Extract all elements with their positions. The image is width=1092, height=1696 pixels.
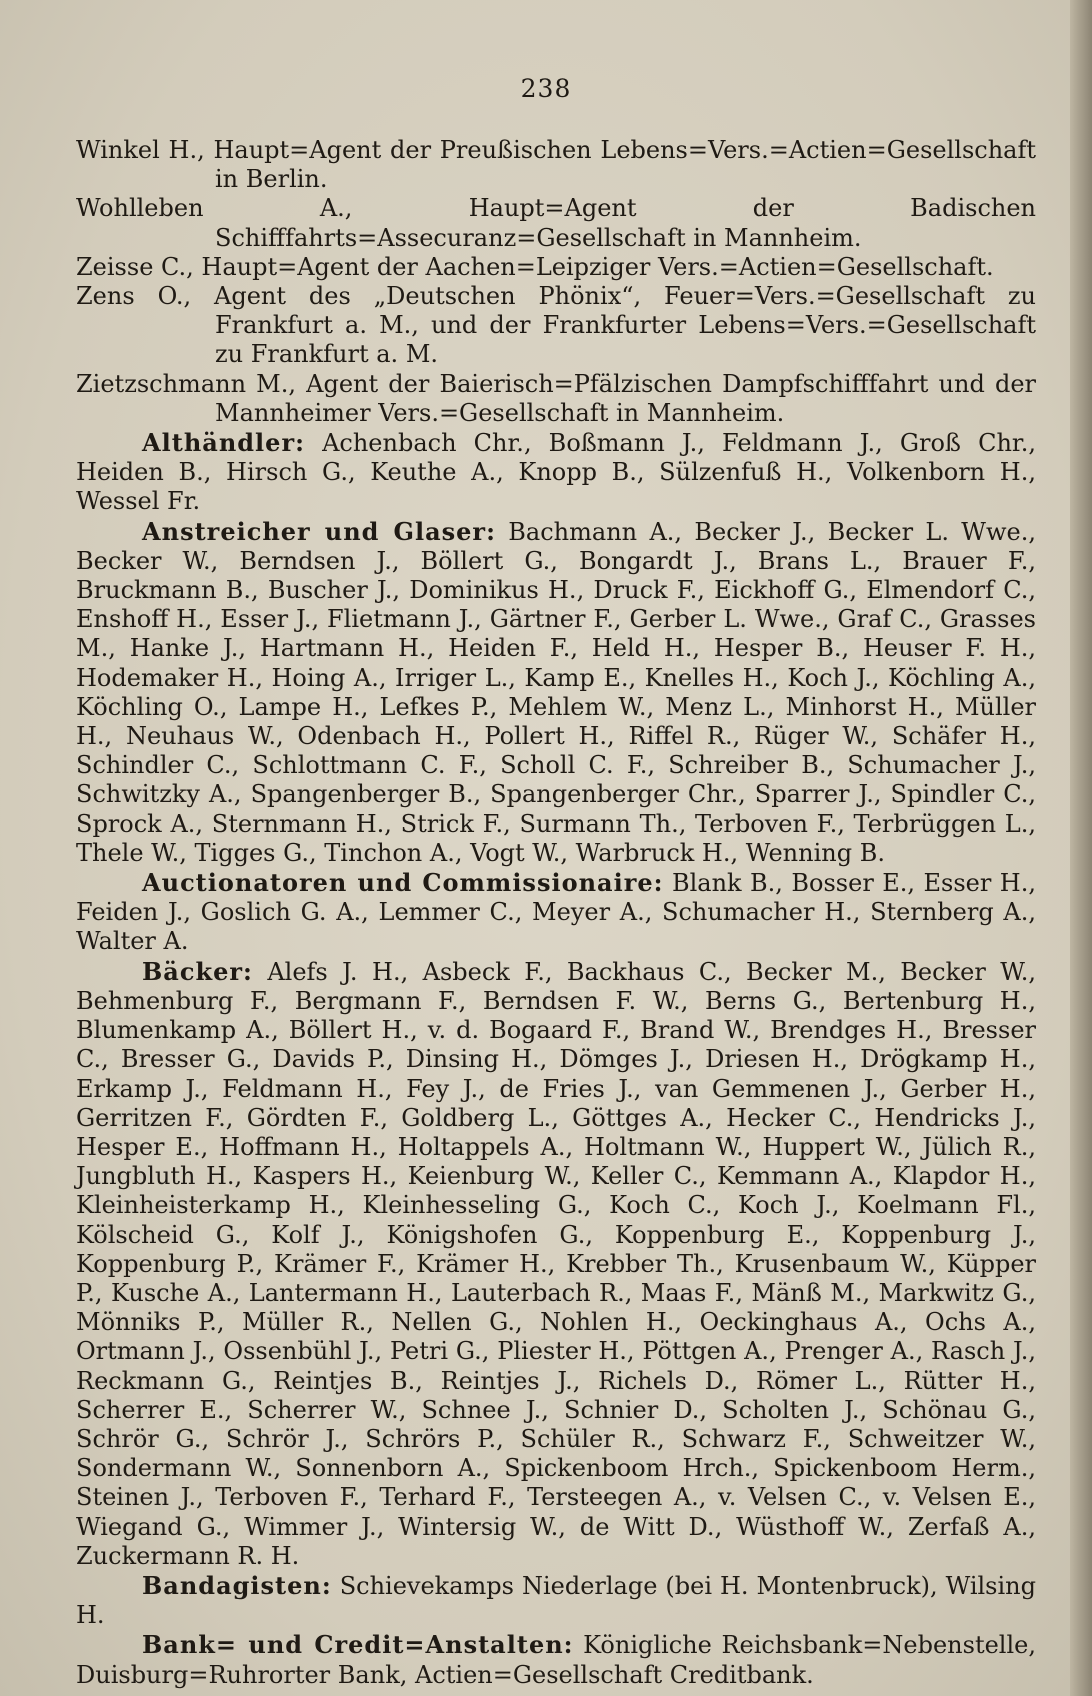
directory-text	[76, 136, 1036, 1690]
agent-entry: Wohlleben A., Haupt=Agent der Badischen Schifffahrts=Assecuranz=Gesellschaft in Mannheim.	[76, 194, 1036, 252]
agent-entry: Winkel H., Haupt=Agent der Preußischen Lebens=Vers.=Actien=Gesellschaft in Berlin.	[76, 136, 1036, 194]
trade-heading: Althändler:	[142, 428, 305, 458]
agent-entry: Zens O., Agent des „Deutschen Phönix“, Feuer=Vers.=Gesellschaft zu Frankfurt a. M., und der Frankfurter Lebens=Vers.=Gesellschaft zu Frankfurt a. M.	[76, 282, 1036, 369]
trade-heading: Auctionatoren und Commissionaire:	[142, 868, 664, 898]
trade-heading: Bandagisten:	[142, 1570, 332, 1600]
trade-listing: Königliche Reichsbank=Nebenstelle, Duisburg=Ruhrorter Bank, Actien=Gesellschaft Creditbank.	[76, 1631, 1036, 1689]
trade-heading: Bank= und Credit=Anstalten:	[142, 1630, 574, 1660]
trade-listing: Blank B., Bosser E., Esser H., Feiden J., Goslich G. A., Lemmer C., Meyer A., Schumacher H., Sternberg A., Walter A.	[76, 869, 1036, 956]
page-gutter-shadow	[1070, 0, 1092, 1696]
trade-heading: Bäcker:	[142, 956, 253, 986]
trade-heading: Anstreicher und Glaser:	[142, 516, 496, 546]
trade-section-baecker	[76, 957, 1036, 1571]
trade-section-bandagisten	[76, 1571, 1036, 1630]
trade-listing: Schievekamps Niederlage (bei H. Montenbruck), Wilsing H.	[76, 1571, 1036, 1630]
trade-section-bank	[76, 1630, 1036, 1689]
trade-section-althaendler	[76, 428, 1036, 517]
trade-listing: Bachmann A., Becker J., Becker L. Wwe., Becker W., Berndsen J., Böllert G., Bongardt J., Brans L., Brauer F., Bruckmann B., Buscher J., Dominikus H., Druck F., Eickhoff G., Elmendorf C., Enshoff H., Esser J., Flietmann J., Gärtner F., Gerber L. Wwe., Graf C., Grasses M., Hanke J., Hartmann H., Heiden F., Held H., Hesper B., Heuser F. H., Hodemaker H., Hoing A., Irriger L., Kamp E., Knelles H., Koch J., Köchling A., Köchling O., Lampe H., Lefkes P., Mehlem W., Menz L., Minhorst H., Müller H., Neuhaus W., Odenbach H., Pollert H., Riffel R., Rüger W., Schäfer H., Schindler C., Schlottmann C. F., Scholl C. F., Schreiber B., Schumacher J., Schwitzky A., Spangenberger B., Spangenberger Chr., Sparrer J., Spindler C., Sprock A., Sternmann H., Strick F., Surmann Th., Terboven F., Terbrüggen L., Thele W., Tigges G., Tinchon A., Vogt W., Warbruck H., Wenning B.	[76, 517, 1036, 867]
trade-listing: Alefs J. H., Asbeck F., Backhaus C., Becker M., Becker W., Behmenburg F., Bergmann F., Berndsen F. W., Berns G., Bertenburg H., Blumenkamp A., Böllert H., v. d. Bogaard F., Brand W., Brendges H., Bresser C., Bresser G., Davids P., Dinsing H., Dömges J., Driesen H., Drögkamp H., Erkamp J., Feldmann H., Fey J., de Fries J., van Gemmenen J., Gerber H., Gerritzen F., Gördten F., Goldberg L., Göttges A., Hecker C., Hendricks J., Hesper E., Hoffmann H., Holtappels A., Holtmann W., Huppert W., Jülich R., Jungbluth H., Kaspers H., Keienburg W., Keller C., Kemmann A., Klapdor H., Kleinheisterkamp H., Kleinhesseling G., Koch C., Koch J., Koelmann Fl., Kölscheid G., Kolf J., Königshofen G., Koppenburg E., Koppenburg J., Koppenburg P., Krämer F., Krämer H., Krebber Th., Krusenbaum W., Küpper P., Kusche A., Lantermann H., Lauterbach R., Maas F., Mänß M., Markwitz G., Mönniks P., Müller R., Nellen G., Nohlen H., Oeckinghaus A., Ochs A., Ortmann J., Ossenbühl J., Petri G., Pliester H., Pöttgen A., Prenger A., Rasch J., Reckmann G., Reintjes B., Reintjes J., Richels D., Römer L., Rütter H., Scherrer E., Scherrer W., Schnee J., Schnier D., Scholten J., Schönau G., Schrör G., Schrör J., Schrörs P., Schüler R., Schwarz F., Schweitzer W., Sondermann W., Sonnenborn A., Spickenboom Hrch., Spickenboom Herm., Steinen J., Terboven F., Terhard F., Tersteegen A., v. Velsen C., v. Velsen E., Wiegand G., Wimmer J., Wintersig W., de Witt D., Wüsthoff W., Zerfaß A., Zuckermann R. H.	[76, 957, 1036, 1570]
page-number: 238	[520, 74, 572, 103]
agent-entry: Zietzschmann M., Agent der Baierisch=Pfälzischen Dampfschifffahrt und der Mannheimer Vers.=Gesellschaft in Mannheim.	[76, 369, 1036, 427]
trade-section-auctionatoren	[76, 868, 1036, 957]
trade-section-anstreicher	[76, 517, 1036, 868]
trade-listing: Achenbach Chr., Boßmann J., Feldmann J., Groß Chr., Heiden B., Hirsch G., Keuthe A., Knopp B., Sülzenfuß H., Volkenborn H., Wessel Fr.	[76, 429, 1036, 516]
agent-entry: Zeisse C., Haupt=Agent der Aachen=Leipziger Vers.=Actien=Gesellschaft.	[76, 252, 994, 281]
